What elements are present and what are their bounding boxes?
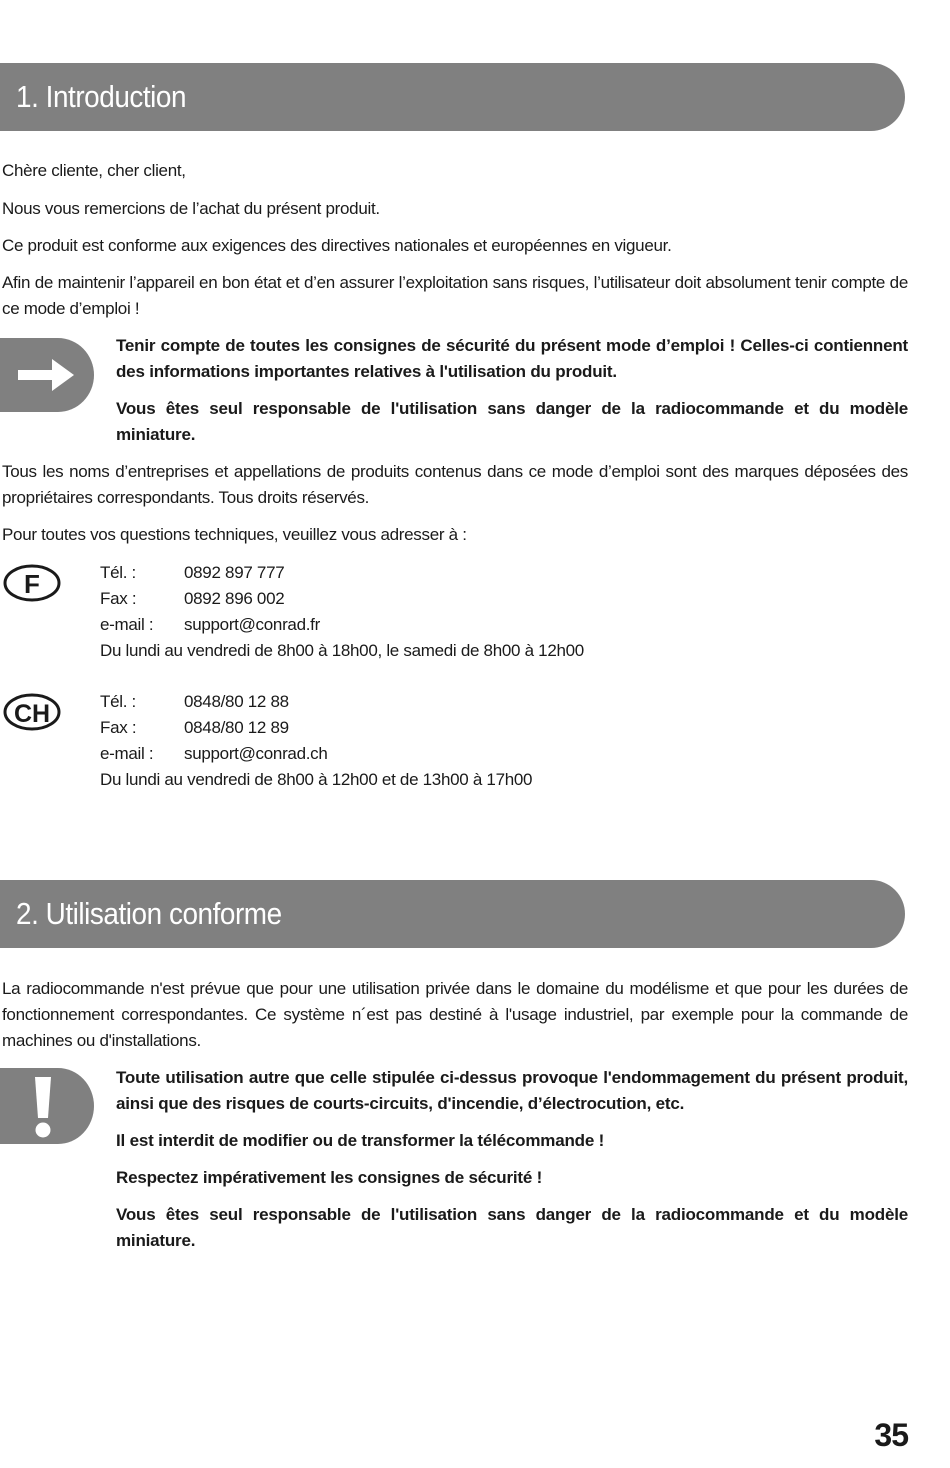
email-label: e-mail : <box>100 615 154 634</box>
tel-label: Tél. : <box>100 563 136 582</box>
responsibility-notice: Vous êtes seul responsable de l'utilisation sans danger de la radiocommande et du modèle miniature. <box>116 399 908 444</box>
france-badge-text: F <box>24 569 40 599</box>
fax-label: Fax : <box>100 589 137 608</box>
warning-exclamation-icon <box>0 1068 96 1149</box>
switzerland-fax: 0848/80 12 89 <box>184 718 289 737</box>
section-1-title: 1. Introduction <box>16 79 187 114</box>
questions-paragraph: Pour toutes vos questions techniques, veuillez vous adresser à : <box>2 525 467 544</box>
switzerland-badge-icon <box>2 692 62 737</box>
france-hours: Du lundi au vendredi de 8h00 à 18h00, le samedi de 8h00 à 12h00 <box>100 641 584 660</box>
france-badge-icon <box>2 563 62 608</box>
safety-notice: Tenir compte de toutes les consignes de sécurité du présent mode d’emploi ! Celles-ci contiennent des informations importantes relatives à l'utilisation du produit. <box>116 336 908 381</box>
section-2-title: 2. Utilisation conforme <box>16 896 282 931</box>
page-number: 35 <box>874 1417 908 1453</box>
switzerland-hours: Du lundi au vendredi de 8h00 à 12h00 et de 13h00 à 17h00 <box>100 770 533 789</box>
modification-warning: Il est interdit de modifier ou de transformer la télécommande ! <box>116 1131 605 1150</box>
switzerland-badge-text: CH <box>13 700 51 728</box>
switzerland-tel: 0848/80 12 88 <box>184 692 289 711</box>
damage-warning: Toute utilisation autre que celle stipulée ci-dessus provoque l'endommagement du présent produit, ainsi que des risques de courts-circuits, d'incendie, d’électrocution, etc. <box>116 1068 908 1113</box>
responsibility-warning: Vous êtes seul responsable de l'utilisation sans danger de la radiocommande et du modèle miniature. <box>116 1205 908 1250</box>
safety-instructions-warning: Respectez impérativement les consignes de sécurité ! <box>116 1168 543 1187</box>
section-1-banner <box>0 63 905 131</box>
greeting: Chère cliente, cher client, <box>2 161 186 180</box>
tel-label: Tél. : <box>100 692 136 711</box>
france-fax: 0892 896 002 <box>184 589 285 608</box>
conformity-paragraph: Ce produit est conforme aux exigences des directives nationales et européennes en vigueur. <box>2 236 672 255</box>
thanks-paragraph: Nous vous remercions de l’achat du présent produit. <box>2 199 380 218</box>
fax-label: Fax : <box>100 718 137 737</box>
switzerland-contact <box>100 689 532 793</box>
email-label: e-mail : <box>100 744 154 763</box>
arrow-notice-icon <box>0 338 96 417</box>
usage-intro-paragraph: La radiocommande n'est prévue que pour une utilisation privée dans le domaine du modélisme et que pour les durées de fonctionnement correspondantes. Ce système n´est pas destiné à l'usage industriel, par exemple pour la commande de machines ou d'installations. <box>2 979 908 1050</box>
trademarks-paragraph: Tous les noms d’entreprises et appellations de produits contenus dans ce mode d’emploi sont des marques déposées des propriétaires correspondants. Tous droits réservés. <box>2 462 908 507</box>
maintain-paragraph: Afin de maintenir l’appareil en bon état et d’en assurer l’exploitation sans risques, l’utilisateur doit absolument tenir compte de ce mode d’emploi ! <box>2 273 908 318</box>
france-email: support@conrad.fr <box>184 615 320 634</box>
france-tel: 0892 897 777 <box>184 563 285 582</box>
france-contact <box>100 560 584 664</box>
section-2-banner <box>0 880 905 948</box>
switzerland-email: support@conrad.ch <box>184 744 328 763</box>
